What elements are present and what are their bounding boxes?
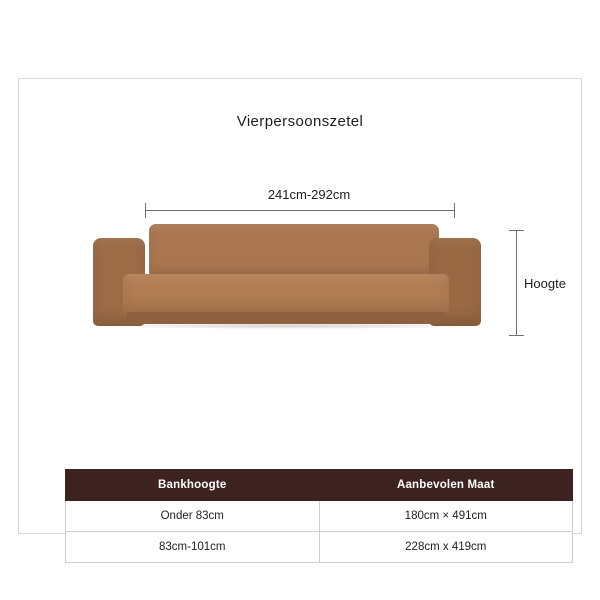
width-dimension-label: 241cm-292cm [267,187,351,202]
height-dimension-cap-bottom [509,335,524,336]
page-title: Vierpersoonszetel [236,113,364,130]
height-dimension-line [516,230,517,335]
table-row [66,501,573,532]
sofa-shadow [103,323,475,329]
cell-bankhoogte: Onder 83cm [66,501,320,532]
width-dimension-cap-right [454,203,455,218]
sofa-seat-cushion [123,274,449,314]
cell-aanbevolen-maat: 228cm x 419cm [319,532,573,563]
size-recommendation-table [65,469,573,563]
product-size-card [18,78,582,553]
sofa-illustration [79,222,499,342]
height-dimension-cap-top [509,230,524,231]
cell-bankhoogte: 83cm-101cm [66,532,320,563]
sofa-backrest [149,224,439,276]
height-dimension-label: Hoogte [524,276,566,291]
column-header-aanbevolen-maat: Aanbevolen Maat [319,470,573,501]
table-row [66,532,573,563]
cell-aanbevolen-maat: 180cm × 491cm [319,501,573,532]
width-dimension-line [145,210,455,211]
column-header-bankhoogte: Bankhoogte [66,470,320,501]
width-dimension-cap-left [145,203,146,218]
table-header-row [66,470,573,501]
